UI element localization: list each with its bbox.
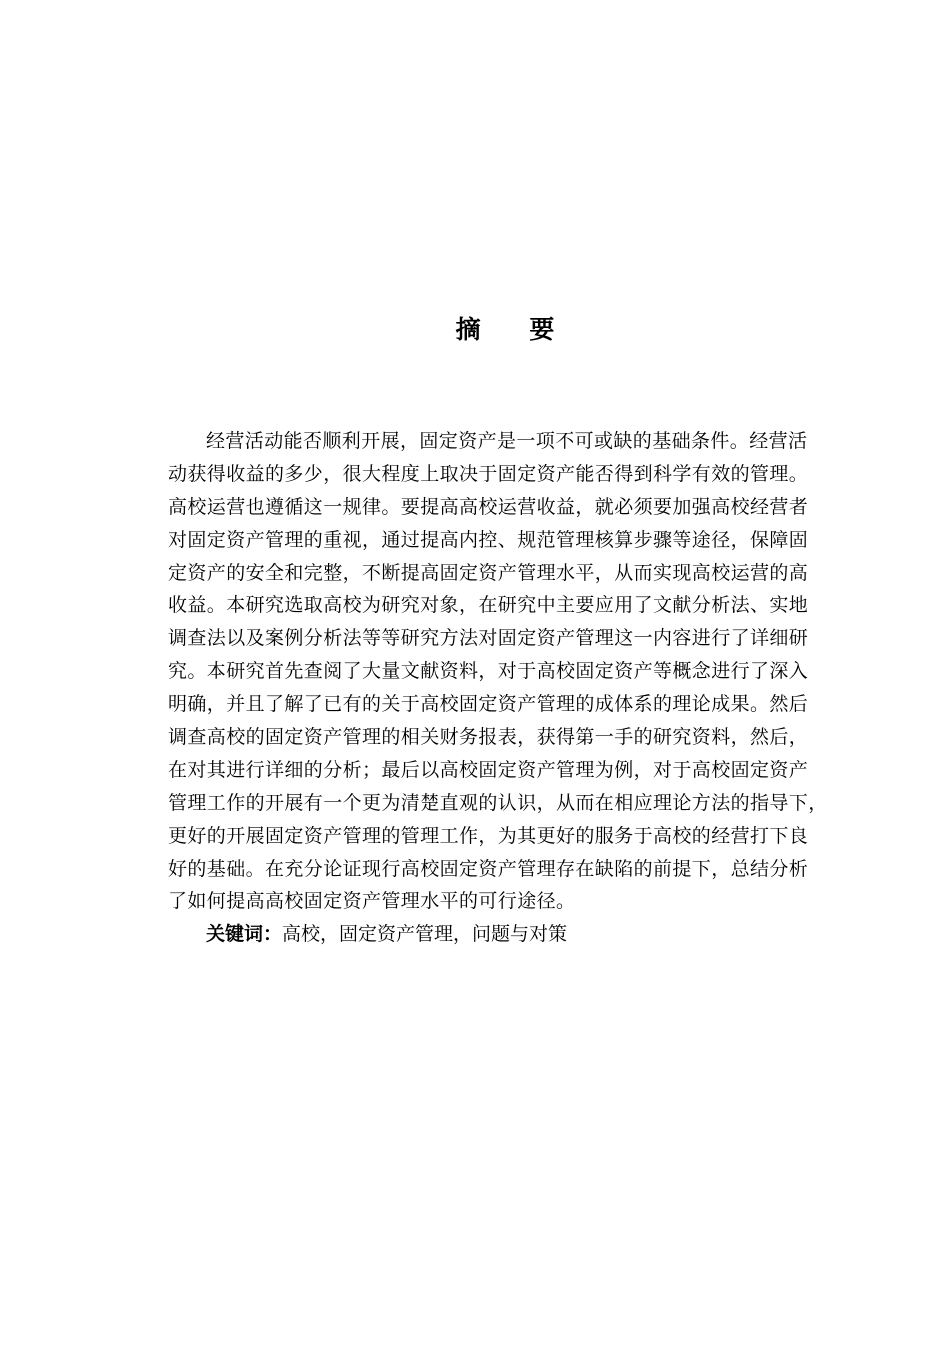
abstract-body: [168, 425, 828, 951]
abstract-line: 收益。本研究选取高校为研究对象，在研究中主要应用了文献分析法、实地: [168, 594, 809, 617]
abstract-line: 了如何提高高校固定资产管理水平的可行途径。: [168, 890, 576, 913]
abstract-line: 明确，并且了解了已有的关于高校固定资产管理的成体系的理论成果。然后: [168, 693, 809, 716]
abstract-line: 调查高校的固定资产管理的相关财务报表，获得第一手的研究资料，然后，: [168, 726, 809, 749]
abstract-line: 经营活动能否顺利开展，固定资产是一项不可或缺的基础条件。经营活: [206, 430, 808, 452]
abstract-line: 管理工作的开展有一个更为清楚直观的认识，从而在相应理论方法的指导下，: [168, 791, 828, 814]
abstract-line: 高校运营也遵循这一规律。要提高高校运营收益，就必须要加强高校经营者: [168, 495, 809, 518]
abstract-line: 定资产的安全和完整，不断提高固定资产管理水平，从而实现高校运营的高: [168, 561, 809, 584]
keywords-label: 关键词：: [206, 923, 283, 946]
abstract-line: 究。本研究首先查阅了大量文献资料，对于高校固定资产等概念进行了深入: [168, 660, 809, 683]
abstract-line: 对固定资产管理的重视，通过提高内控、规范管理核算步骤等途径，保障固: [168, 528, 809, 551]
abstract-title: 摘 要: [455, 315, 575, 344]
abstract-line: 动获得收益的多少，很大程度上取决于固定资产能否得到科学有效的管理。: [168, 462, 809, 485]
abstract-line: 在对其进行详细的分析；最后以高校固定资产管理为例，对于高校固定资产: [168, 758, 809, 781]
keywords-line: [168, 918, 818, 951]
keywords-text: 高校，固定资产管理，问题与对策: [282, 923, 568, 946]
abstract-line: 好的基础。在充分论证现行高校固定资产管理存在缺陷的前提下，总结分析: [168, 857, 809, 880]
abstract-line: 更好的开展固定资产管理的管理工作，为其更好的服务于高校的经营打下良: [168, 824, 809, 847]
abstract-line: 调查法以及案例分析法等等研究方法对固定资产管理这一内容进行了详细研: [168, 627, 809, 650]
